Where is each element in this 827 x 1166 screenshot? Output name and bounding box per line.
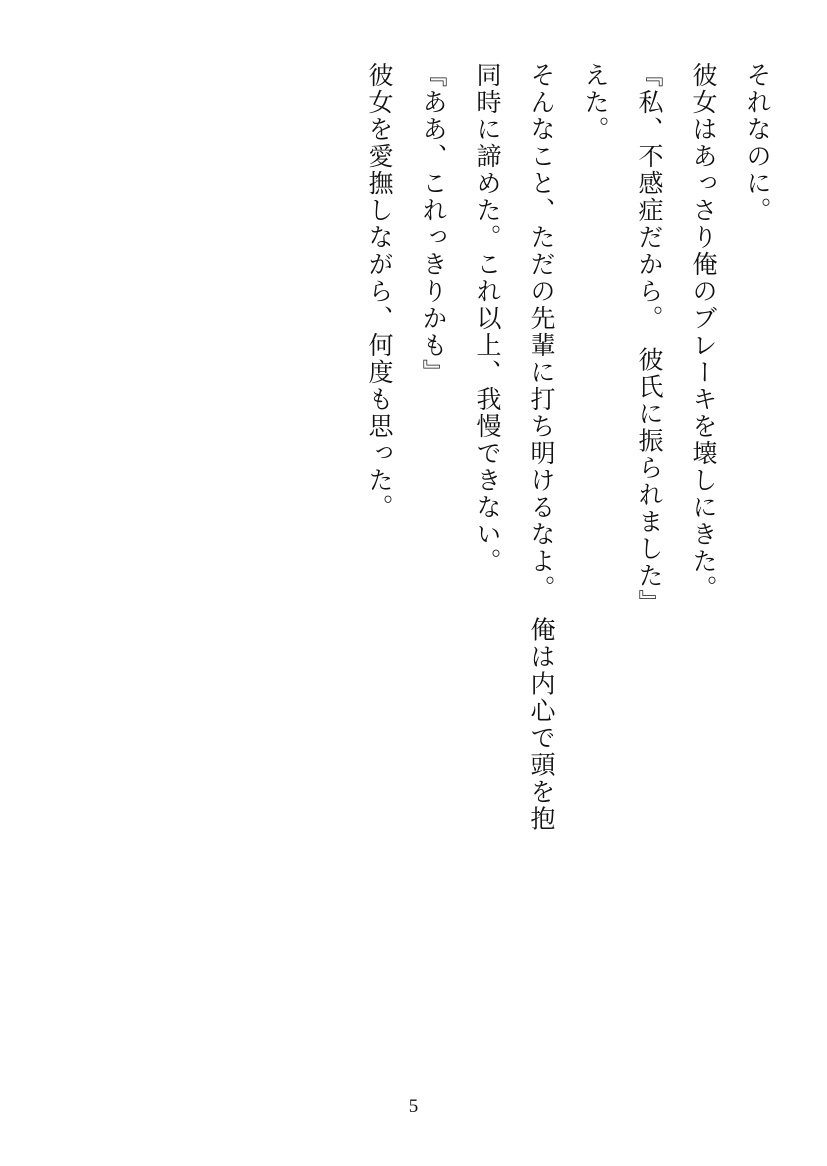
text-column: 彼女はあっさり俺のブレーキを壊しにきた。 (689, 62, 716, 602)
text-column: 『ああ、これっきりかも』 (419, 62, 446, 386)
text-column: 同時に諦めた。これ以上、我慢できない。 (473, 62, 500, 575)
vertical-text-body (58, 62, 769, 1052)
text-column: そんなこと、ただの先輩に打ち明けるなよ。 俺は内心で頭を抱 (527, 62, 554, 833)
text-column: 『私、不感症だから。 彼氏に振られました』 (635, 62, 662, 617)
text-column: えた。 (581, 62, 608, 143)
text-column: それなのに。 (743, 62, 770, 224)
text-column: 彼女を愛撫しながら、何度も思った。 (365, 62, 392, 521)
page-number: 5 (408, 1096, 419, 1117)
